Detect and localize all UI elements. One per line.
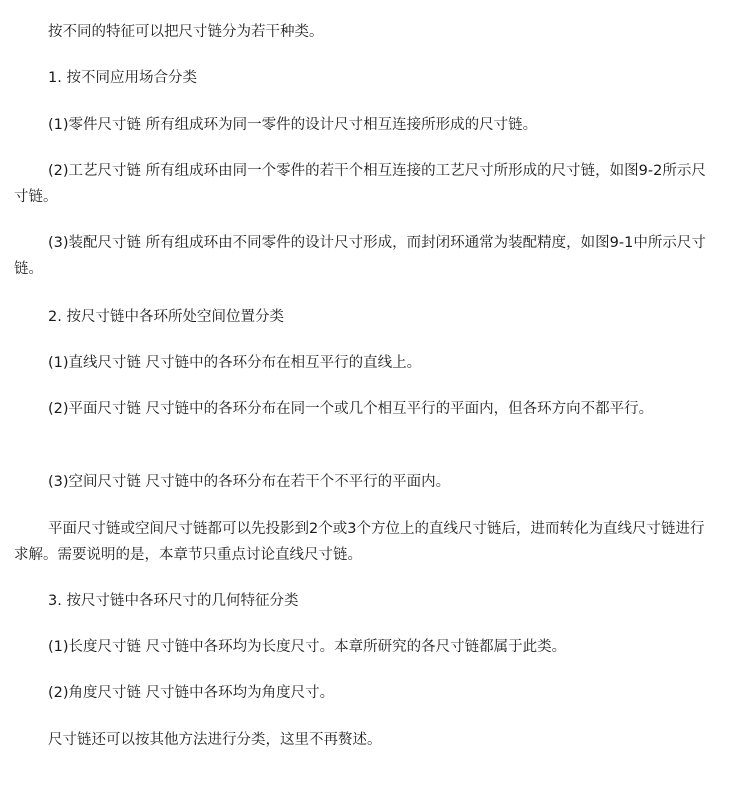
paragraph-projection-note: 平面尺寸链或空间尺寸链都可以先投影到2个或3个方位上的直线尺寸链后，进而转化为直线尺寸链进行求解。需要说明的是，本章节只重点讨论直线尺寸链。 [14, 521, 705, 563]
paragraph-closing: 尺寸链还可以按其他方法进行分类，这里不再赘述。 [48, 732, 382, 748]
paragraph-assembly-dimension-chain: (3)装配尺寸链 所有组成环由不同零件的设计尺寸形成，而封闭环通常为装配精度，如图9-1中所示尺寸链。 [14, 235, 706, 277]
paragraph-linear-dimension-chain: (1)直线尺寸链 尺寸链中的各环分布在相互平行的直线上。 [48, 355, 422, 371]
heading-section-1: 1. 按不同应用场合分类 [48, 70, 197, 86]
paragraph-part-dimension-chain: (1)零件尺寸链 所有组成环为同一零件的设计尺寸相互连接所形成的尺寸链。 [48, 117, 538, 133]
paragraph-angle-dimension-chain: (2)角度尺寸链 尺寸链中各环均为角度尺寸。 [48, 685, 335, 701]
heading-section-2: 2. 按尺寸链中各环所处空间位置分类 [48, 309, 284, 325]
paragraph-intro: 按不同的特征可以把尺寸链分为若干种类。 [48, 24, 324, 40]
paragraph-length-dimension-chain: (1)长度尺寸链 尺寸链中各环均为长度尺寸。本章所研究的各尺寸链都属于此类。 [48, 639, 567, 655]
heading-section-3: 3. 按尺寸链中各环尺寸的几何特征分类 [48, 593, 299, 609]
paragraph-spatial-dimension-chain: (3)空间尺寸链 尺寸链中的各环分布在若干个不平行的平面内。 [48, 474, 451, 490]
paragraph-plane-dimension-chain: (2)平面尺寸链 尺寸链中的各环分布在同一个或几个相互平行的平面内，但各环方向不都平行。 [48, 401, 654, 417]
paragraph-process-dimension-chain: (2)工艺尺寸链 所有组成环由同一个零件的若干个相互连接的工艺尺寸所形成的尺寸链，如图9-2所示尺寸链。 [14, 163, 706, 205]
